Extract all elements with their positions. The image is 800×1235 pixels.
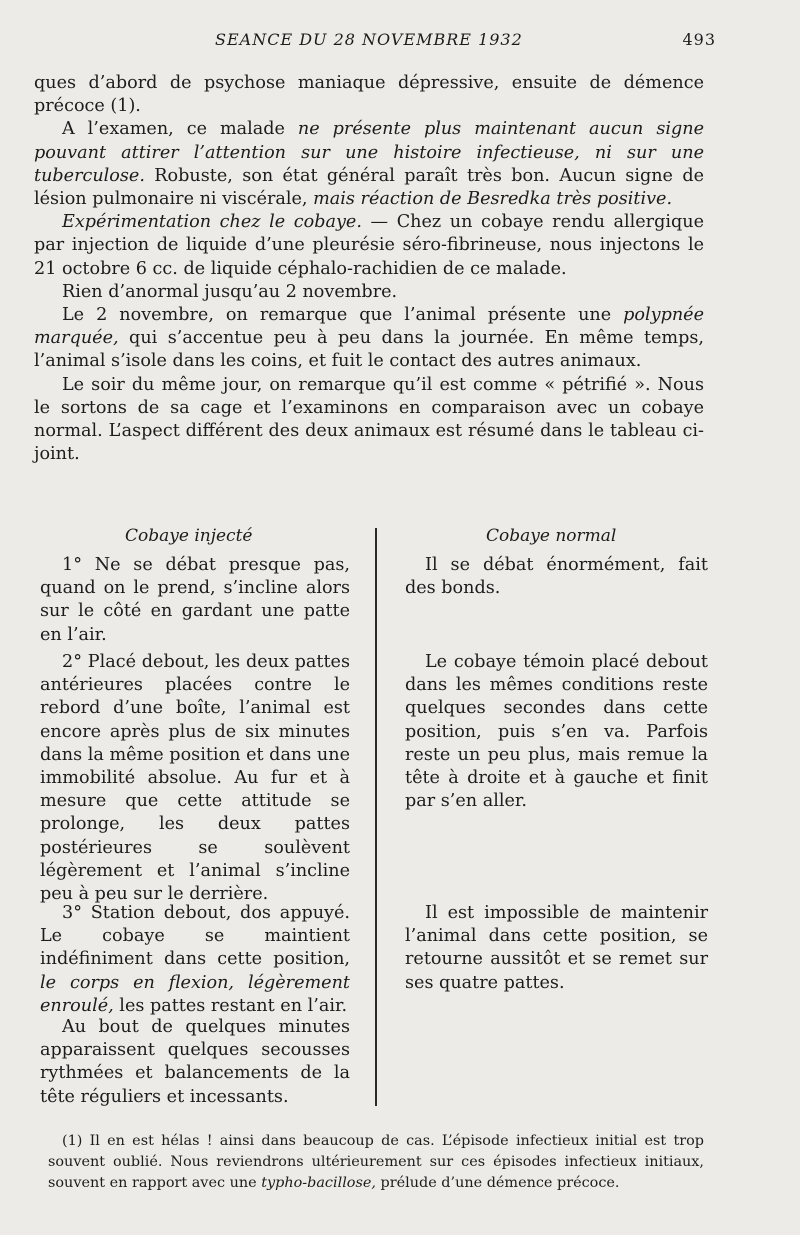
italic-run: mais réaction de Besredka très positive. — [313, 189, 673, 210]
text-run: prélude d’une démence précoce. — [375, 1175, 620, 1191]
text-run: les pattes restant en l’air. — [113, 995, 348, 1016]
paragraph-rien — [34, 281, 704, 304]
text-run: Robuste, son état général paraît très bon. Aucun signe de lésion pulmonaire ni viscérale, — [34, 165, 704, 210]
right-cell-2 — [405, 651, 708, 813]
paragraph-experimentation — [34, 211, 704, 281]
text-run: Il se débat énormément, fait des bonds. — [405, 555, 708, 599]
text-run: Au bout de quelques minutes apparaissent quelques secousses rythmées et balancements de la tête réguliers et incessants. — [40, 1017, 350, 1107]
text-run: ques d’abord de psychose maniaque dépressive, ensuite de démence précoce (1). — [34, 73, 704, 117]
column-divider — [375, 528, 377, 1106]
text-run: A l’examen, ce malade — [62, 119, 298, 140]
right-cell-1 — [405, 554, 708, 600]
left-cell-2 — [40, 651, 350, 906]
body-text — [34, 72, 704, 466]
text-run: Il est impossible de maintenir l’animal dans cette position, se retourne aussitôt et se remet sur ses quatre pattes. — [405, 903, 708, 993]
italic-run: ne présente plus maintenant aucun signe pouvant attirer l’attention sur une histoire infectieuse, ni sur une tuberculose. — [34, 119, 704, 186]
paragraph-continuation — [34, 72, 704, 118]
text-run: 3° Station debout, dos appuyé. Le cobaye se maintient indéfiniment dans cette position, — [40, 903, 350, 970]
text-run: Le cobaye témoin placé debout dans les mêmes conditions reste quelques secondes dans cette position, puis s’en va. Parfois reste un peu plus, mais remue la tête à droite et à gauche et finit par s’en aller. — [405, 652, 708, 812]
footnote — [48, 1131, 704, 1194]
paragraph-soir — [34, 374, 704, 467]
comparison-table — [0, 526, 800, 1106]
text-run: (1) Il en est hélas ! ainsi dans beaucoup de cas. L’épisode infectieux initial est trop souvent oublié. Nous reviendrons ultérieurement sur ces épisodes infectieux initiaux, souvent en rapport avec une — [48, 1133, 704, 1191]
text-run: qui s’accentue peu à peu dans la journée. En même temps, l’animal s’isole dans les coins, et fuit le contact des autres animaux. — [34, 328, 704, 372]
text-run: 1° Ne se débat presque pas, quand on le prend, s’incline alors sur le côté en gardant une patte en l’air. — [40, 555, 350, 645]
italic-run: typho-bacillose, — [261, 1175, 376, 1191]
text-run: 2° Placé debout, les deux pattes antérieures placées contre le rebord d’une boîte, l’animal est encore après plus de six minutes dans la même position et dans une immobilité absolue. Au fur et à mesure que cette attitude se prolonge, les deux pattes postérieures se soulèvent légèrement et l’animal s’incline peu à peu sur le derrière. — [40, 652, 350, 905]
left-cell-4 — [40, 1016, 350, 1109]
page-number: 493 — [682, 30, 716, 49]
left-cell-3 — [40, 902, 350, 1018]
text-run: Le 2 novembre, on remarque que l’animal présente une — [62, 305, 624, 326]
text-run: Rien d’anormal jusqu’au 2 novembre. — [62, 281, 398, 302]
paragraph-examen — [34, 118, 704, 211]
italic-run: polypnée marquée, — [34, 305, 704, 349]
italic-run: Expérimentation chez le cobaye. — [62, 212, 362, 233]
text-run: — Chez un cobaye rendu allergique par injection de liquide d’une pleurésie séro-fibrineuse, nous injectons le 21 octobre 6 cc. de liquide céphalo-rachidien de ce malade. — [34, 212, 704, 279]
italic-run: le corps en flexion, légèrement enroulé, — [40, 972, 350, 1016]
running-title: SEANCE DU 28 NOVEMBRE 1932 — [215, 30, 523, 49]
left-column-header: Cobaye injecté — [125, 526, 253, 546]
left-cell-1 — [40, 554, 350, 647]
text-run: Le soir du même jour, on remarque qu’il est comme « pétrifié ». Nous le sortons de sa cage et l’examinons en comparaison avec un cobaye normal. L’aspect différent des deux animaux est résumé dans le tableau ci-joint. — [34, 374, 704, 465]
paragraph-2-novembre — [34, 304, 704, 374]
right-column-header: Cobaye normal — [486, 526, 617, 546]
right-cell-3 — [405, 902, 708, 995]
